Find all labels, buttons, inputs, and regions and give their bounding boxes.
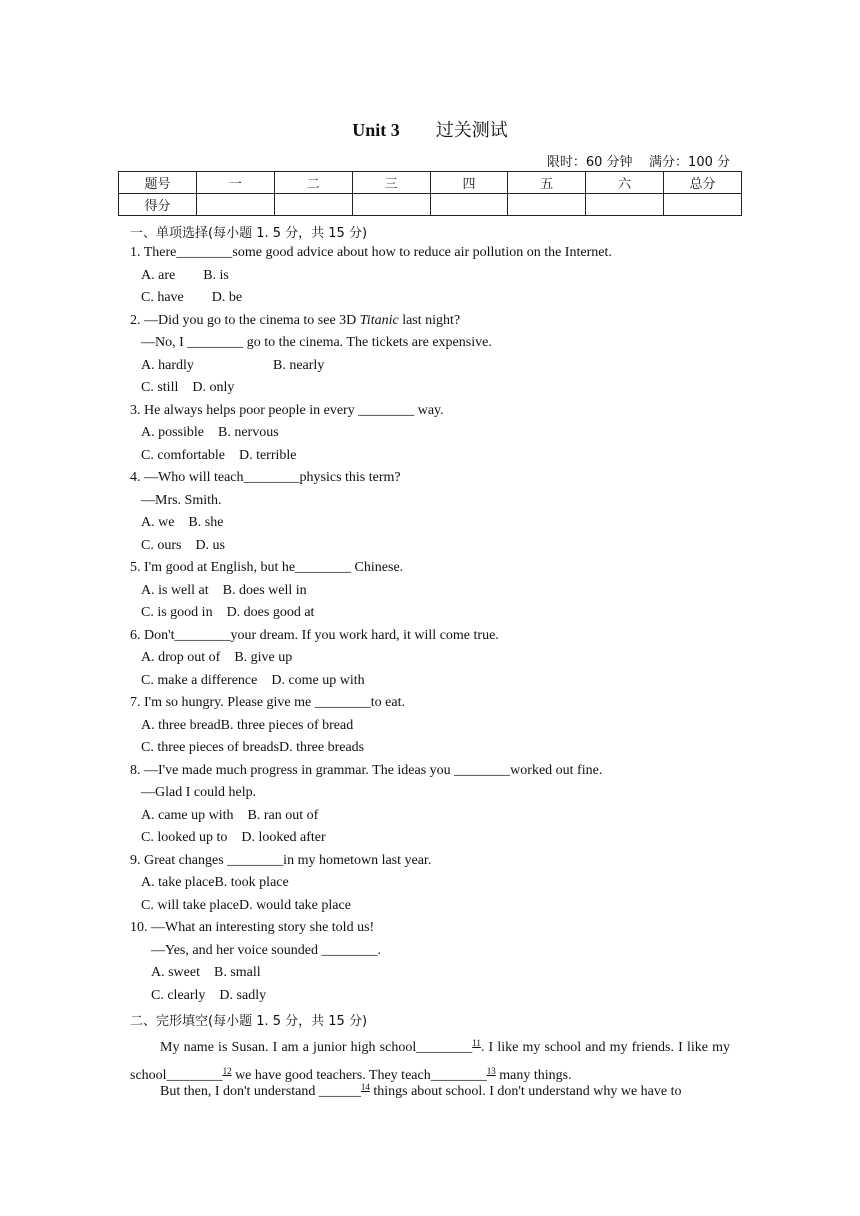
score-cell[interactable] [586,194,664,216]
section-heading-2: 二、完形填空(每小题 1. 5 分，共 15 分) [130,1014,368,1029]
question-7: 7. I'm so hungry. Please give me ________to eat. [130,695,405,710]
question-6-options-cd: C. make a difference D. come up with [141,673,365,688]
question-9: 9. Great changes ________in my hometown last year. [130,853,432,868]
question-3-options-ab: A. possible B. nervous [141,425,279,440]
question-2-options-cd: C. still D. only [141,380,235,395]
score-header-cell: 总分 [664,172,742,194]
score-header-row [119,172,742,194]
cloze-paragraph-1: My name is Susan. I am a junior high school________$^{11}$. I like my school and my friends. I like my school________$^{12}$ we have good teachers. They teach________$^{13}$ many things. [130,1038,730,1083]
question-3: 3. He always helps poor people in every ________ way. [130,403,444,418]
score-cell[interactable] [197,194,275,216]
blank-number: 11 [472,1038,481,1048]
question-10-reply: —Yes, and her voice sounded ________. [151,943,381,958]
question-9-options-ab: A. take placeB. took place [141,875,289,890]
score-row [119,194,742,216]
score-cell[interactable] [274,194,352,216]
section-heading-1: 一、单项选择(每小题 1. 5 分，共 15 分) [130,226,368,241]
question-6: 6. Don't________your dream. If you work hard, it will come true. [130,628,499,643]
score-header-cell: 五 [508,172,586,194]
score-cell[interactable] [352,194,430,216]
question-2-reply: —No, I ________ go to the cinema. The tickets are expensive. [141,335,492,350]
question-5-options-cd: C. is good in D. does good at [141,605,315,620]
score-cell[interactable] [430,194,508,216]
score-header-cell: 六 [586,172,664,194]
question-8-options-ab: A. came up with B. ran out of [141,808,319,823]
question-5-options-ab: A. is well at B. does well in [141,583,307,598]
page-title [0,116,860,142]
question-1: 1. There________some good advice about how to reduce air pollution on the Internet. [130,245,612,260]
question-9-options-cd: C. will take placeD. would take place [141,898,351,913]
question-8: 8. —I've made much progress in grammar. The ideas you ________worked out fine. [130,763,603,778]
question-1-options-cd: C. have D. be [141,290,243,305]
question-2: 2. —Did you go to the cinema to see 3D Titanic last night? [130,313,461,328]
question-3-options-cd: C. comfortable D. terrible [141,448,297,463]
cloze-paragraph-2: But then, I don't understand ______$^{14}$ things about school. I don't understand why we have to [160,1082,682,1099]
question-8-options-cd: C. looked up to D. looked after [141,830,326,845]
question-10: 10. —What an interesting story she told us! [130,920,375,935]
question-4-options-cd: C. ours D. us [141,538,226,553]
question-8-reply: —Glad I could help. [141,785,257,800]
score-header-cell: 一 [197,172,275,194]
blank-number: 14 [360,1082,370,1092]
question-5: 5. I'm good at English, but he________ Chinese. [130,560,404,575]
blank-number: 12 [222,1065,232,1076]
test-name: 过关测试 [435,120,508,141]
score-cell[interactable] [508,194,586,216]
score-header-cell: 题号 [119,172,197,194]
unit-label: Unit 3 [352,120,400,140]
question-4-reply: —Mrs. Smith. [141,493,222,508]
score-header-cell: 三 [352,172,430,194]
question-2-option-b: B. nearly [273,358,325,373]
score-header-cell: 二 [274,172,352,194]
score-header-cell: 四 [430,172,508,194]
question-4: 4. —Who will teach________physics this term? [130,470,401,485]
time-limit: 限时：60 分钟 满分：100 分 [546,155,730,170]
question-10-options-ab: A. sweet B. small [151,965,261,980]
score-label-cell: 得分 [119,194,197,216]
question-10-options-cd: C. clearly D. sadly [151,988,267,1003]
question-7-options-ab: A. three breadB. three pieces of bread [141,718,354,733]
score-cell[interactable] [664,194,742,216]
question-4-options-ab: A. we B. she [141,515,224,530]
score-table [118,171,742,216]
blank-number: 13 [486,1065,496,1076]
question-6-options-ab: A. drop out of B. give up [141,650,293,665]
question-7-options-cd: C. three pieces of breadsD. three breads [141,740,365,755]
question-2-option-a: A. hardly [141,358,194,373]
question-1-options-ab: A. are B. is [141,268,229,283]
